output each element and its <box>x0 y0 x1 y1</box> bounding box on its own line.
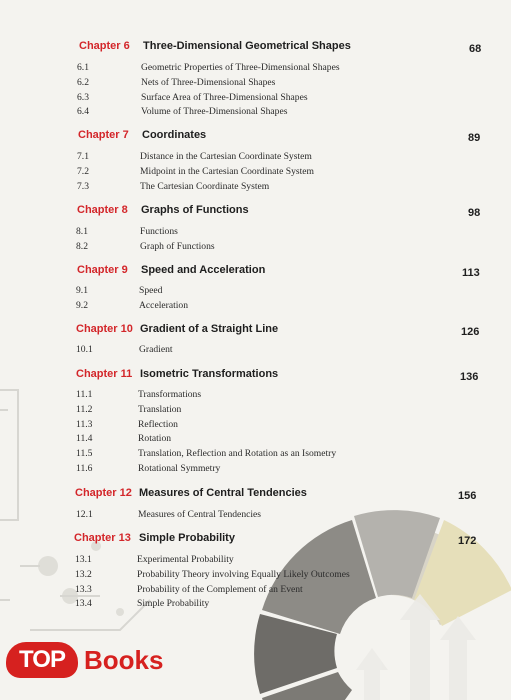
section-number: 10.1 <box>76 344 93 355</box>
section-title: Translation <box>138 403 182 415</box>
section-number: 9.1 <box>76 285 88 296</box>
section-title: Measures of Central Tendencies <box>138 509 262 520</box>
section-row <box>76 241 480 255</box>
section-title: Speed <box>139 285 163 296</box>
section-title: Distance in the Cartesian Coordinate System <box>140 151 312 162</box>
section-row <box>75 584 480 598</box>
section-number: 11.6 <box>76 463 93 474</box>
chapter-number: Chapter 10 <box>76 323 133 335</box>
section-title: Translation, Reflection and Rotation as an Isometry <box>138 448 337 460</box>
section-row <box>77 62 480 76</box>
chapter-number: Chapter 8 <box>77 204 128 216</box>
section-number: 11.4 <box>76 433 93 445</box>
section-row <box>77 106 480 120</box>
chapter-number: Chapter 6 <box>79 40 130 52</box>
section-title: Nets of Three-Dimensional Shapes <box>141 76 276 88</box>
section-number: 7.3 <box>77 180 89 192</box>
section-number: 11.1 <box>76 389 93 400</box>
section-number: 11.5 <box>76 448 93 460</box>
section-row <box>77 92 480 106</box>
logo-top-text: TOP <box>6 642 78 678</box>
section-row <box>76 285 480 299</box>
section-row <box>75 569 480 583</box>
chapter-title: Gradient of a Straight Line <box>140 323 279 335</box>
chapter-heading <box>0 264 511 282</box>
section-row <box>77 151 480 165</box>
chapter-title: Simple Probability <box>139 532 235 544</box>
section-title: The Cartesian Coordinate System <box>140 180 270 192</box>
section-number: 13.2 <box>75 568 92 580</box>
chapter-heading <box>0 129 511 147</box>
chapter-page-number: 113 <box>462 267 480 279</box>
section-title: Volume of Three-Dimensional Shapes <box>141 106 288 118</box>
section-row <box>76 300 480 314</box>
section-row <box>75 554 480 568</box>
section-row <box>77 77 480 91</box>
section-number: 13.4 <box>75 598 92 610</box>
chapter-number: Chapter 11 <box>76 368 133 380</box>
section-row <box>76 389 480 403</box>
section-number: 11.2 <box>76 403 93 415</box>
section-number: 13.3 <box>75 583 92 595</box>
section-row <box>76 404 480 418</box>
section-number: 8.1 <box>76 226 88 237</box>
section-title: Midpoint in the Cartesian Coordinate System <box>140 165 314 177</box>
section-title: Graph of Functions <box>140 241 215 252</box>
section-title: Rotational Symmetry <box>138 463 221 474</box>
chapter-page-number: 126 <box>461 326 480 338</box>
chapter-heading <box>0 323 511 341</box>
chapter-title: Graphs of Functions <box>141 204 249 216</box>
section-row <box>76 344 480 358</box>
section-number: 12.1 <box>76 509 93 520</box>
section-number: 7.2 <box>77 165 89 177</box>
section-row <box>76 226 480 240</box>
section-number: 6.1 <box>77 62 89 73</box>
chapter-heading <box>0 487 511 505</box>
section-title: Reflection <box>138 418 178 430</box>
chapter-page-number: 89 <box>468 132 481 144</box>
section-title: Experimental Probability <box>137 554 234 565</box>
chapter-title: Isometric Transformations <box>140 368 279 380</box>
section-number: 11.3 <box>76 418 93 430</box>
chapter-heading <box>0 40 511 58</box>
chapter-page-number: 136 <box>460 371 479 383</box>
chapter-title: Coordinates <box>142 129 207 141</box>
chapter-heading <box>0 368 511 386</box>
section-row <box>76 433 480 447</box>
section-row <box>76 419 480 433</box>
topbooks-watermark-logo <box>2 636 192 684</box>
chapter-title: Speed and Acceleration <box>141 264 266 276</box>
section-row <box>77 166 480 180</box>
section-number: 6.4 <box>77 106 89 118</box>
section-number: 7.1 <box>77 151 89 162</box>
chapter-page-number: 68 <box>469 43 482 55</box>
section-row <box>77 181 480 195</box>
section-number: 6.2 <box>77 76 89 88</box>
logo-books-text: Books <box>84 645 164 675</box>
section-row <box>76 448 480 462</box>
section-title: Rotation <box>138 433 172 445</box>
chapter-number: Chapter 9 <box>77 264 128 276</box>
chapter-page-number: 172 <box>458 535 477 547</box>
chapter-heading <box>0 204 511 222</box>
section-title: Geometric Properties of Three-Dimensional Shapes <box>141 62 340 73</box>
chapter-heading <box>0 532 511 550</box>
chapter-title: Measures of Central Tendencies <box>139 487 307 499</box>
section-title: Functions <box>140 226 178 237</box>
chapter-number: Chapter 7 <box>78 129 129 141</box>
chapter-number: Chapter 13 <box>74 532 131 544</box>
section-number: 6.3 <box>77 91 89 103</box>
section-title: Acceleration <box>139 300 189 311</box>
section-title: Probability Theory involving Equally Likely Outcomes <box>137 568 350 580</box>
section-number: 8.2 <box>76 241 88 252</box>
section-title: Simple Probability <box>137 598 210 610</box>
section-title: Surface Area of Three-Dimensional Shapes <box>141 91 308 103</box>
section-title: Transformations <box>138 389 202 400</box>
chapter-title: Three-Dimensional Geometrical Shapes <box>143 40 351 52</box>
section-title: Gradient <box>139 344 173 355</box>
section-row <box>76 509 480 523</box>
section-title: Probability of the Complement of an Event <box>137 583 303 595</box>
section-row <box>75 598 480 612</box>
chapter-number: Chapter 12 <box>75 487 132 499</box>
chapter-page-number: 98 <box>468 207 481 219</box>
section-number: 13.1 <box>75 554 92 565</box>
chapter-page-number: 156 <box>458 490 477 502</box>
section-row <box>76 463 480 477</box>
section-number: 9.2 <box>76 300 88 311</box>
